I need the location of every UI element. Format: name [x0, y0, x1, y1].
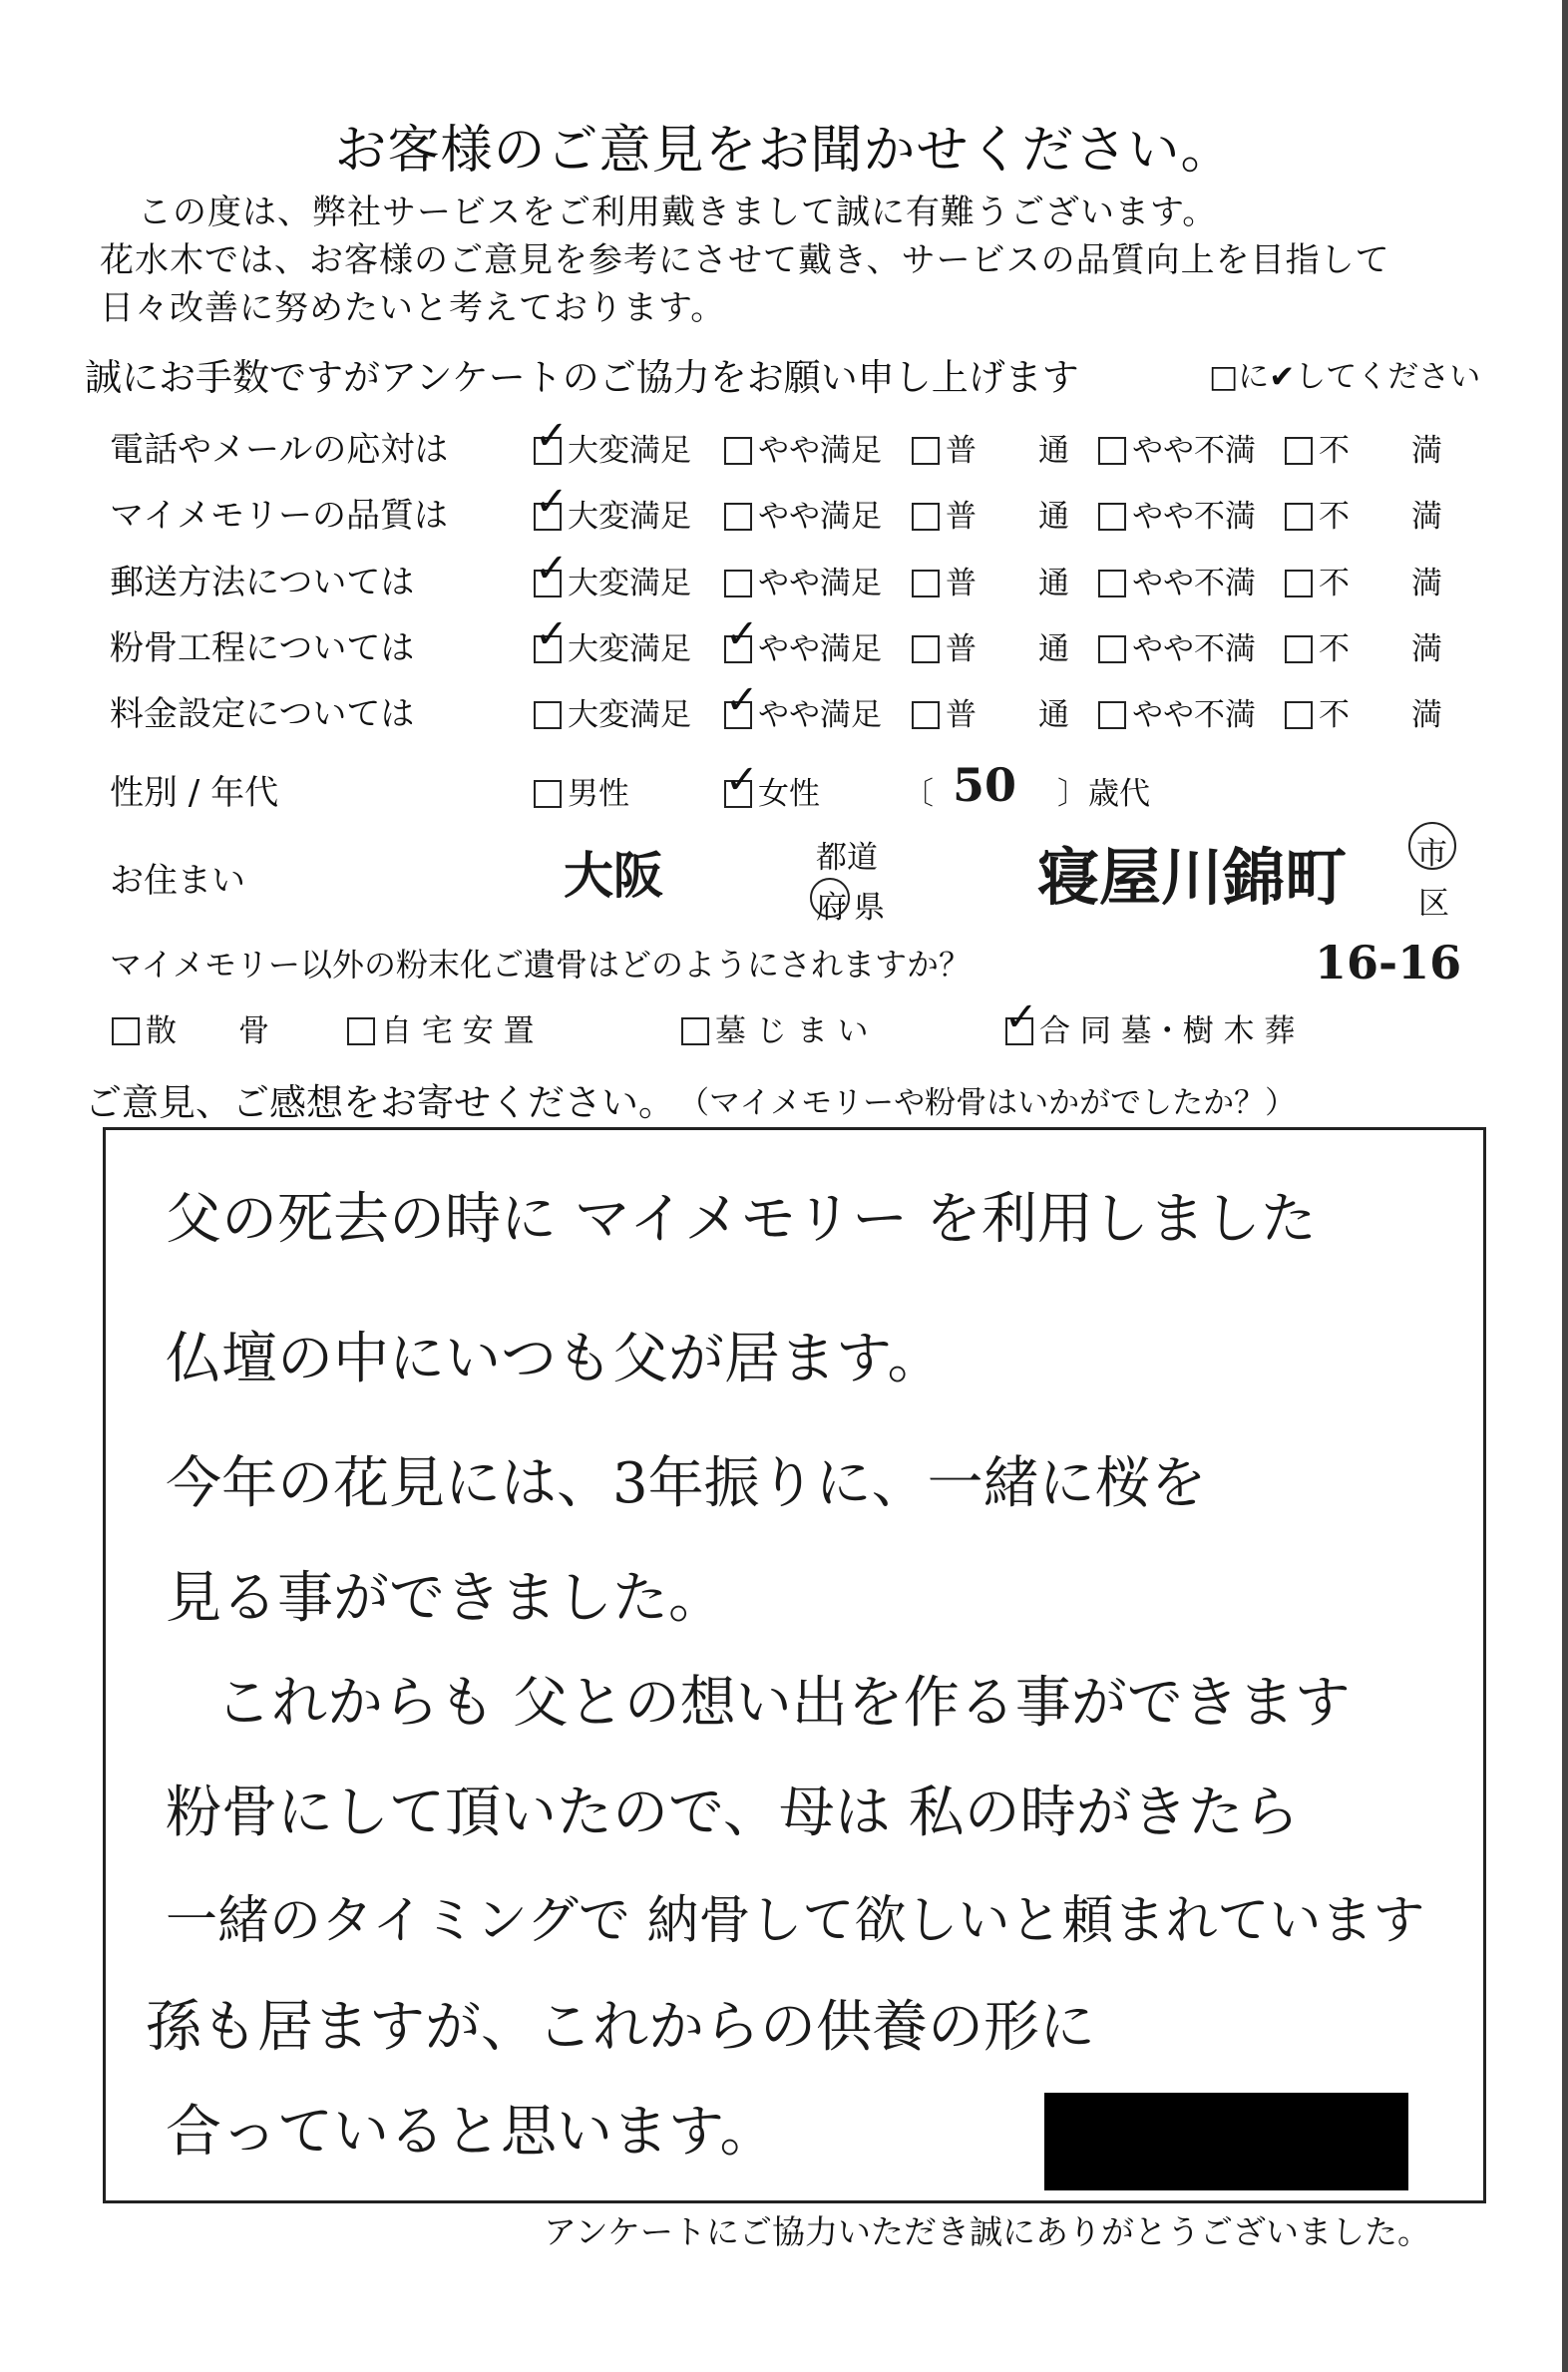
rating-option[interactable] — [912, 558, 1069, 602]
city-suffix-shi: 市 — [1416, 836, 1447, 872]
other-powder-question: マイメモリー以外の粉末化ご遺骨はどのようにされますか？ — [110, 946, 972, 984]
rating-option-label: 普 通 — [946, 631, 1069, 667]
rating-checkbox[interactable] — [1285, 437, 1313, 465]
rating-option-label: 大変満足 — [568, 566, 691, 601]
comments-heading: ご意見、ご感想をお寄せください。 — [85, 1081, 675, 1124]
footer-thanks: アンケートにご協力いただき誠にありがとうございました。 — [544, 2212, 1431, 2251]
handwritten-comment-line: これからも 父との想い出を作る事ができます — [215, 1671, 1351, 1736]
rating-option[interactable] — [912, 689, 1069, 734]
prefecture-suffix-todo: 都道 — [816, 840, 878, 876]
question-label: マイメモリーの品質は — [110, 496, 448, 536]
address-number[interactable]: 16-16 — [1315, 936, 1462, 989]
handwritten-comment-line: 一緒のタイミングで 納骨して欲しいと頼まれています — [166, 1891, 1425, 1951]
question-label: 郵送方法については — [110, 563, 415, 602]
check-mark: ✓ — [725, 677, 759, 723]
page-edge-shadow — [1562, 0, 1568, 2372]
rating-option[interactable] — [1285, 623, 1442, 668]
rating-checkbox[interactable] — [1285, 570, 1313, 597]
rating-option-label: やや満足 — [758, 631, 882, 667]
rating-checkbox[interactable] — [1098, 701, 1126, 729]
rating-option[interactable] — [1098, 558, 1256, 602]
rating-checkbox[interactable] — [724, 437, 752, 465]
other-option[interactable] — [347, 1005, 535, 1050]
rating-option[interactable] — [724, 558, 882, 602]
address-label: お住まい — [110, 861, 245, 901]
rating-option[interactable] — [1285, 425, 1442, 470]
other-option[interactable] — [1005, 1005, 1295, 1050]
rating-checkbox[interactable] — [912, 503, 940, 531]
check-mark: ✓ — [535, 479, 569, 525]
other-option-label: 散 骨 — [146, 1013, 269, 1049]
rating-checkbox[interactable] — [1098, 503, 1126, 531]
prefecture-value[interactable]: 大阪 — [564, 846, 663, 905]
rating-checkbox[interactable] — [724, 570, 752, 597]
rating-option[interactable] — [724, 491, 882, 536]
intro-line-2: 花水木では、お客様のご意見を参考にさせて戴き、サービスの品質向上を目指して — [100, 240, 1390, 280]
rating-option[interactable] — [912, 491, 1069, 536]
female-check-mark: ✓ — [725, 757, 759, 803]
check-mark: ✓ — [725, 611, 759, 657]
check-mark: ✓ — [535, 413, 569, 459]
redacted-name-block — [1044, 2093, 1408, 2190]
rating-checkbox[interactable] — [912, 701, 940, 729]
other-option-label: 墓 じ ま い — [715, 1013, 869, 1049]
other-option[interactable] — [112, 1005, 269, 1050]
other-option-checkbox[interactable] — [681, 1017, 709, 1045]
rating-option[interactable] — [1098, 425, 1256, 470]
survey-section-title: 誠にお手数ですがアンケートのご協力をお願い申し上げます — [85, 356, 1079, 399]
fu-circle-mark — [810, 878, 850, 918]
other-option-check-mark: ✓ — [1004, 994, 1038, 1040]
rating-option-label: 不 満 — [1319, 566, 1442, 601]
male-label: 男性 — [568, 776, 629, 812]
rating-option[interactable] — [1098, 623, 1256, 668]
rating-option[interactable] — [1098, 689, 1256, 734]
handwritten-comment-line: 仏壇の中にいつも父が居ます。 — [166, 1327, 944, 1391]
handwritten-comment-line: 合っていると思います。 — [166, 2100, 776, 2165]
rating-option-label: 不 満 — [1319, 499, 1442, 535]
rating-option[interactable] — [1285, 558, 1442, 602]
rating-option-label: 不 満 — [1319, 697, 1442, 733]
rating-checkbox[interactable] — [1098, 570, 1126, 597]
rating-checkbox[interactable] — [912, 570, 940, 597]
rating-option-label: 不 満 — [1319, 433, 1442, 469]
rating-option-label: 普 通 — [946, 433, 1069, 469]
rating-option-label: 普 通 — [946, 697, 1069, 733]
question-label: 電話やメールの応対は — [110, 430, 449, 470]
survey-section-note: □に✔してください — [1209, 359, 1481, 395]
rating-option-label: やや満足 — [758, 566, 882, 601]
handwritten-comment-line: 今年の花見には、3年振りに、一緒に桜を — [166, 1451, 1207, 1516]
intro-line-3: 日々改善に努めたいと考えております。 — [100, 288, 726, 328]
rating-option-label: やや不満 — [1132, 566, 1256, 601]
rating-option[interactable] — [912, 425, 1069, 470]
gender-age-label: 性別 / 年代 — [110, 773, 279, 813]
rating-option[interactable] — [724, 425, 882, 470]
rating-checkbox[interactable] — [534, 701, 562, 729]
city-suffix-ku: 区 — [1418, 886, 1449, 922]
other-option[interactable] — [681, 1005, 869, 1050]
prefecture-suffix-fu: 府 — [816, 890, 847, 926]
rating-checkbox[interactable] — [724, 503, 752, 531]
rating-option-label: 大変満足 — [568, 499, 691, 535]
female-label: 女性 — [758, 776, 820, 812]
rating-option-label: やや満足 — [758, 433, 882, 469]
rating-option[interactable] — [912, 623, 1069, 668]
rating-option-label: 普 通 — [946, 499, 1069, 535]
prefecture-suffix-ken: 県 — [854, 890, 885, 926]
handwritten-comment-line: 粉骨にして頂いたので、母は 私の時がきたら — [166, 1780, 1300, 1845]
rating-checkbox[interactable] — [1285, 503, 1313, 531]
rating-checkbox[interactable] — [1285, 701, 1313, 729]
rating-checkbox[interactable] — [1285, 635, 1313, 663]
rating-option[interactable] — [1098, 491, 1256, 536]
question-label: 粉骨工程については — [110, 628, 415, 668]
rating-option-label: やや満足 — [758, 499, 882, 535]
other-option-label: 合 同 墓・樹 木 葬 — [1039, 1013, 1296, 1049]
handwritten-comment-line: 見る事ができました。 — [166, 1566, 724, 1631]
handwritten-comment-line: 父の死去の時に マイメモリー を利用しました — [166, 1187, 1317, 1252]
rating-option-label: 不 満 — [1319, 631, 1442, 667]
intro-line-1: この度は、弊社サービスをご利用戴きまして誠に有難うございます。 — [138, 193, 1218, 232]
rating-option-label: 普 通 — [946, 566, 1069, 601]
age-open-bracket: 〔 — [903, 776, 934, 812]
form-title: お客様のご意見をお聞かせください。 — [334, 121, 1234, 181]
age-value[interactable]: 50 — [953, 758, 1017, 812]
rating-option-label: 大変満足 — [568, 433, 691, 469]
comments-heading-note: （マイメモリーや粉骨はいかがでしたか？） — [678, 1085, 1297, 1121]
question-label: 料金設定については — [110, 694, 415, 734]
rating-checkbox[interactable] — [1098, 437, 1126, 465]
rating-option[interactable] — [534, 689, 691, 734]
rating-checkbox[interactable] — [1098, 635, 1126, 663]
rating-option-label: 大変満足 — [568, 697, 691, 733]
city-value[interactable]: 寝屋川錦町 — [1037, 841, 1348, 914]
rating-option-label: 大変満足 — [568, 631, 691, 667]
rating-option-label: やや不満 — [1132, 631, 1256, 667]
rating-checkbox[interactable] — [912, 437, 940, 465]
age-close-label: 〕歳代 — [1057, 776, 1150, 812]
other-option-label: 自 宅 安 置 — [381, 1013, 535, 1049]
handwritten-comment-line: 孫も居ますが、これからの供養の形に — [146, 1995, 1095, 2060]
rating-option-label: やや不満 — [1132, 433, 1256, 469]
other-option-checkbox[interactable] — [347, 1017, 375, 1045]
other-option-checkbox[interactable] — [112, 1017, 140, 1045]
check-mark: ✓ — [535, 611, 569, 657]
shi-circle-mark — [1408, 822, 1456, 870]
rating-option-label: やや不満 — [1132, 499, 1256, 535]
comments-box[interactable] — [103, 1127, 1486, 2203]
rating-option[interactable] — [1285, 491, 1442, 536]
rating-option[interactable] — [1285, 689, 1442, 734]
rating-option-label: やや不満 — [1132, 697, 1256, 733]
gender-male-option[interactable] — [534, 768, 629, 813]
rating-checkbox[interactable] — [912, 635, 940, 663]
male-checkbox[interactable] — [534, 780, 562, 808]
rating-option-label: やや満足 — [758, 697, 882, 733]
check-mark: ✓ — [535, 546, 569, 592]
